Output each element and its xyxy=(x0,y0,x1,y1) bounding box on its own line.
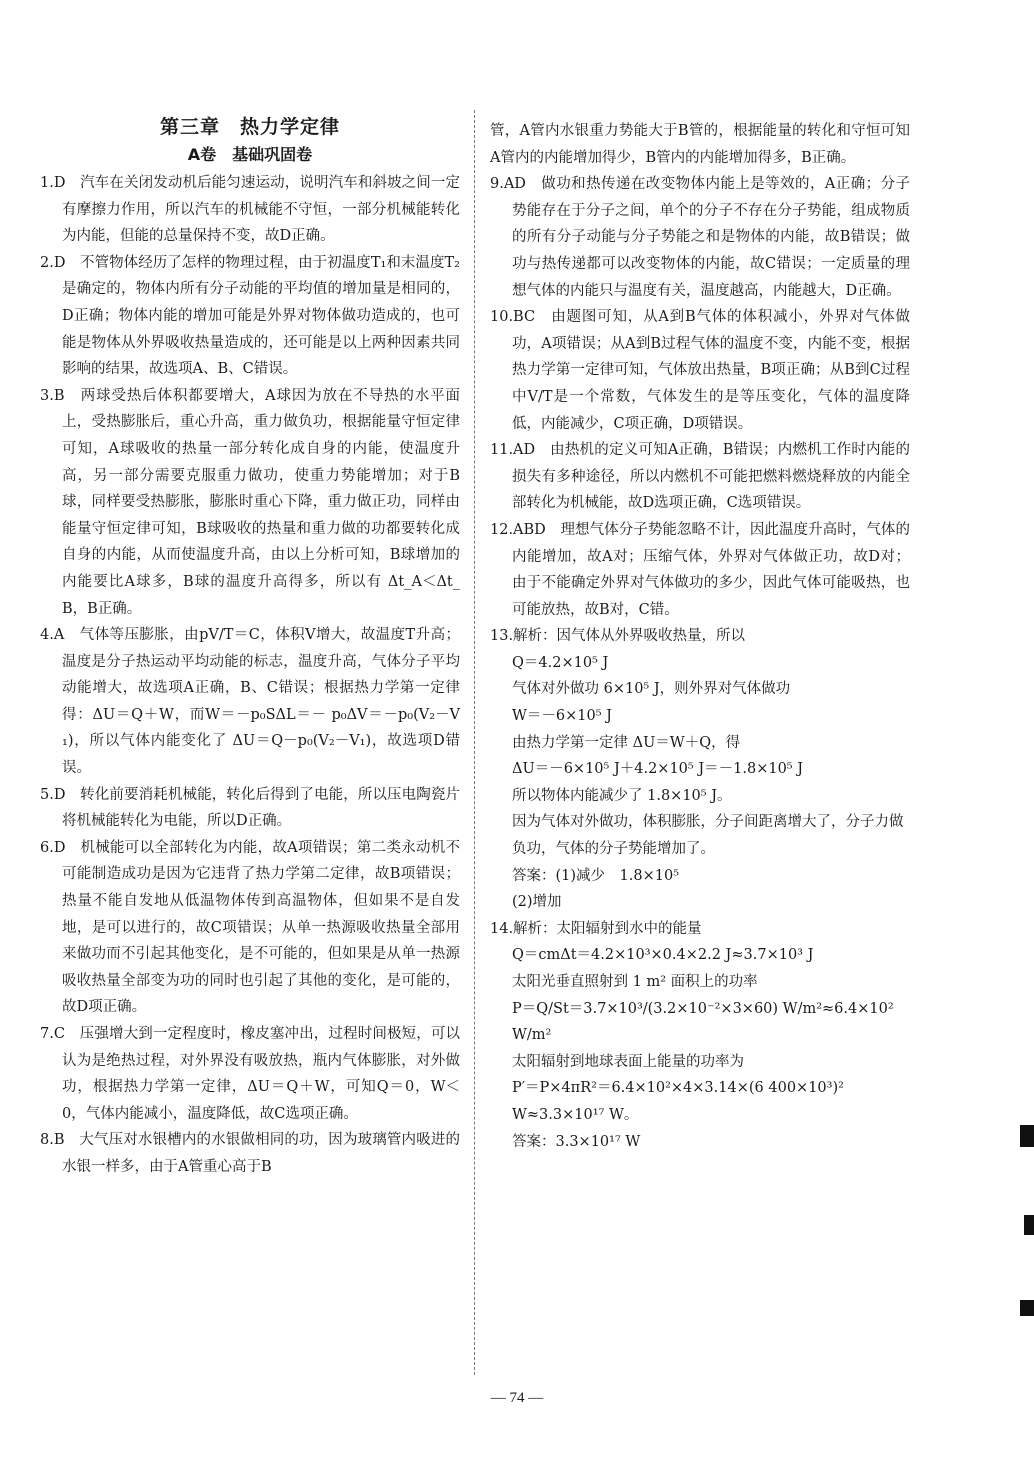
answer-item: 5.D 转化前要消耗机械能，转化后得到了电能，所以压电陶瓷片将机械能转化为电能，所以D正确。 xyxy=(40,786,460,830)
answer-item: 14.解析：太阳辐射到水中的能量 xyxy=(490,920,702,937)
answer-item: 7.C 压强增大到一定程度时，橡皮塞冲出，过程时间极短，可以认为是绝热过程，对外界没有吸放热，瓶内气体膨胀，对外做功，根据热力学第一定律，ΔU＝Q＋W，可知Q＝0，W＜0，气体内能减小，温度降低，故C选项正确。 xyxy=(40,1026,460,1122)
chapter-title: 第三章 热力学定律 xyxy=(159,116,340,138)
answer-item: 答案：(1)减少 1.8×10⁵ xyxy=(512,867,680,884)
answer-item: W＝－6×10⁵ J xyxy=(512,708,612,725)
answer-item: 4.A 气体等压膨胀，由pV/T＝C，体积V增大，故温度T升高；温度是分子热运动平均动能的标志，温度升高，气体分子平均动能增大，故选项A正确，B、C错误；根据热力学第一定律得：ΔU＝Q＋W，而W＝－p₀SΔL＝－ p₀ΔV＝－p₀(V₂－V₁)，所以气体内能变化了 ΔU＝Q－p₀(V₂－V₁)，故选项D错误。 xyxy=(40,627,460,777)
answer-item: 1.D 汽车在关闭发动机后能匀速运动，说明汽车和斜坡之间一定有摩擦力作用，所以汽车的机械能不守恒，一部分机械能转化为内能，但能的总量保持不变，故D正确。 xyxy=(40,175,460,245)
edge-mark xyxy=(1024,1215,1034,1235)
answer-item: 11.AD 由热机的定义可知A正确，B错误；内燃机工作时内能的损失有多种途径，所以内燃机不可能把燃料燃烧释放的内能全部转化为机械能，故D选项正确，C选项错误。 xyxy=(490,442,910,512)
answer-item: ΔU＝－6×10⁵ J＋4.2×10⁵ J＝－1.8×10⁵ J xyxy=(512,761,804,778)
answer-item: 3.B 两球受热后体积都要增大，A球因为放在不导热的水平面上，受热膨胀后，重心升高，重力做负功，根据能量守恒定律可知，A球吸收的热量一部分转化成自身的内能，使温度升高，另一部分需要克服重力做功，使重力势能增加；对于B球，同样要受热膨胀，膨胀时重心下降，重力做正功，同样由能量守恒定律可知，B球吸收的热量和重力做的功都要转化成自身的内能，从而使温度升高，由以上分析可知，B球增加的内能要比A球多，B球的温度升高得多，所以有 Δt_A＜Δt_B，B正确。 xyxy=(40,387,460,617)
answer-item: 2.D 不管物体经历了怎样的物理过程，由于初温度T₁和末温度T₂是确定的，物体内所有分子动能的平均值的增加量是相同的，D正确；物体内能的增加可能是外界对物体做功造成的，也可能是物体从外界吸收热量造成的，还可能是以上两种因素共同影响的结果，故选项A、B、C错误。 xyxy=(40,254,460,378)
answer-item: Q＝cmΔt＝4.2×10³×0.4×2.2 J≈3.7×10³ J xyxy=(512,947,814,964)
answer-item: 太阳光垂直照射到 1 m² 面积上的功率 xyxy=(512,974,758,990)
answer-item: 6.D 机械能可以全部转化为内能，故A项错误；第二类永动机不可能制造成功是因为它违背了热力学第二定律，故B项错误；热量不能自发地从低温物体传到高温物体，但如果不是自发地，是可以进行的，故C项错误；从单一热源吸收热量全部用来做功而不引起其他变化，是不可能的，但如果是从单一热源吸收热量全部变为功的同时也引起了其他的变化，是可能的，故D项正确。 xyxy=(40,839,460,1016)
answer-item: 管，A管内水银重力势能大于B管的，根据能量的转化和守恒可知A管内的内能增加得少，B管内的内能增加得多，B正确。 xyxy=(490,123,910,166)
answer-item: 气体对外做功 6×10⁵ J，则外界对气体做功 xyxy=(512,681,791,698)
answer-item: (2)增加 xyxy=(512,894,562,911)
answer-item: 因为气体对外做功，体积膨胀，分子间距离增大了，分子力做负功，气体的分子势能增加了。 xyxy=(512,814,904,858)
answer-item: P＝Q/St＝3.7×10³/(3.2×10⁻²×3×60) W/m²≈6.4×10² W/m² xyxy=(512,1000,894,1044)
answer-item: Q＝4.2×10⁵ J xyxy=(512,654,609,671)
right-answer-list xyxy=(490,118,910,1155)
answer-item: 所以物体内能减少了 1.8×10⁵ J。 xyxy=(512,787,732,804)
section-title: A卷 基础巩固卷 xyxy=(187,145,313,164)
answer-item: 由热力学第一定律 ΔU＝W＋Q，得 xyxy=(512,734,741,751)
edge-mark xyxy=(1020,1125,1034,1147)
answer-item: P′＝P×4πR²＝6.4×10²×4×3.14×(6 400×10³)² W≈3.3×10¹⁷ W。 xyxy=(512,1080,844,1123)
answer-item: 13.解析：因气体从外界吸收热量，所以 xyxy=(490,628,746,645)
edge-mark xyxy=(1020,1300,1034,1316)
answer-item: 9.AD 做功和热传递在改变物体内能上是等效的，A正确；分子势能存在于分子之间，单个的分子不存在分子势能，组成物质的所有分子动能与分子势能之和是物体的内能，故B错误；做功与热传递都可以改变物体的内能，故C错误；一定质量的理想气体的内能只与温度有关，温度越高，内能越大，D正确。 xyxy=(490,176,910,299)
answer-item: 12.ABD 理想气体分子势能忽略不计，因此温度升高时，气体的内能增加，故A对；压缩气体，外界对气体做正功，故D对；由于不能确定外界对气体做功的多少，因此气体可能吸热，也可能放热，故B对，C错。 xyxy=(490,521,910,618)
answer-item: 太阳辐射到地球表面上能量的功率为 xyxy=(512,1053,744,1070)
answer-item: 8.B 大气压对水银槽内的水银做相同的功，因为玻璃管内吸进的水银一样多，由于A管重心高于B xyxy=(40,1132,460,1175)
left-answer-list xyxy=(40,170,460,1181)
answer-item: 10.BC 由题图可知，从A到B气体的体积减小，外界对气体做功，A项错误；从A到B过程气体的温度不变，内能不变，根据热力学第一定律可知，气体放出热量，B项正确；从B到C过程中V/T是一个常数，气体发生的是等压变化，气体的温度降低，内能减少，C项正确，D项错误。 xyxy=(490,309,910,432)
column-divider xyxy=(474,110,475,1375)
answer-item: 答案：3.3×10¹⁷ W xyxy=(512,1133,641,1150)
page-number: — 74 — xyxy=(490,1390,544,1406)
